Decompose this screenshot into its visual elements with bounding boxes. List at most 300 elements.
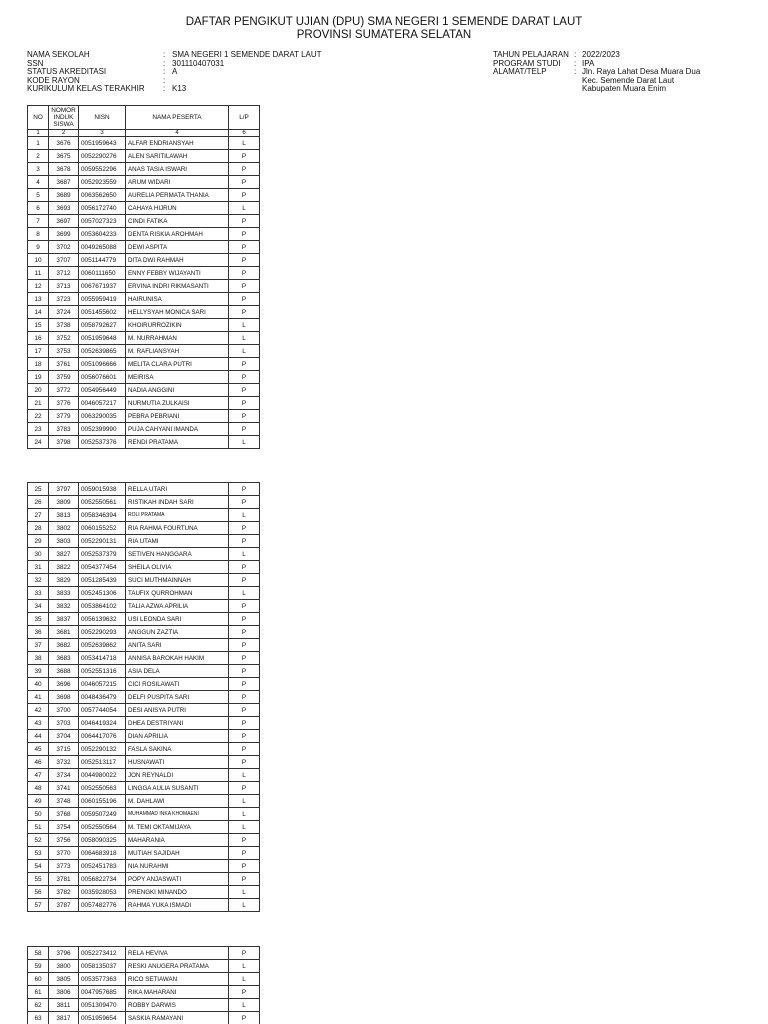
cell-nisn: 0058090325 bbox=[79, 834, 126, 847]
table-row bbox=[28, 332, 260, 345]
cell-lp: L bbox=[229, 769, 260, 782]
cell-nisn: 0052290132 bbox=[79, 743, 126, 756]
table-row bbox=[28, 436, 260, 449]
cell-no: 35 bbox=[28, 613, 49, 626]
cell-lp: L bbox=[229, 509, 260, 522]
table-row bbox=[28, 137, 260, 150]
cell-nis: 3732 bbox=[49, 756, 79, 769]
table-row bbox=[28, 652, 260, 665]
cell-lp: P bbox=[229, 267, 260, 280]
cell-nisn: 0051959643 bbox=[79, 137, 126, 150]
column-number: 2 bbox=[49, 130, 79, 137]
address-line: Kec. Semende Darat Laut bbox=[582, 75, 675, 85]
cell-lp: L bbox=[229, 137, 260, 150]
cell-nis: 3761 bbox=[49, 358, 79, 371]
table-row bbox=[28, 860, 260, 873]
table-row bbox=[28, 397, 260, 410]
cell-nisn: 0052639862 bbox=[79, 639, 126, 652]
cell-nis: 3696 bbox=[49, 678, 79, 691]
table-row bbox=[28, 782, 260, 795]
cell-nisn: 0059552296 bbox=[79, 163, 126, 176]
cell-lp: P bbox=[229, 254, 260, 267]
cell-no: 24 bbox=[28, 436, 49, 449]
table-row bbox=[28, 587, 260, 600]
address-line: Kabupaten Muara Enim bbox=[582, 84, 667, 94]
cell-no: 38 bbox=[28, 652, 49, 665]
cell-lp: P bbox=[229, 717, 260, 730]
cell-nisn: 0046057217 bbox=[79, 397, 126, 410]
cell-nis: 3817 bbox=[49, 1012, 79, 1024]
cell-lp: L bbox=[229, 345, 260, 358]
cell-lp: P bbox=[229, 730, 260, 743]
cell-nisn: 0063290035 bbox=[79, 410, 126, 423]
cell-nama: ASIA DELA bbox=[126, 665, 229, 678]
cell-no: 50 bbox=[28, 808, 49, 821]
cell-nisn: 0047957685 bbox=[79, 986, 126, 999]
cell-lp: L bbox=[229, 587, 260, 600]
info-value: A bbox=[172, 67, 178, 77]
address-line: Jln. Raya Lahat Desa Muara Dua bbox=[582, 67, 701, 77]
info-value: SMA NEGERI 1 SEMENDE DARAT LAUT bbox=[172, 50, 322, 59]
cell-nis: 3772 bbox=[49, 384, 79, 397]
cell-no: 10 bbox=[28, 254, 49, 267]
info-label: STATUS AKREDITASI bbox=[27, 67, 107, 77]
cell-nama: MUHAMMAD INKA KHOMAENI bbox=[126, 808, 229, 821]
cell-nisn: 0060155196 bbox=[79, 795, 126, 808]
cell-nisn: 0049265088 bbox=[79, 241, 126, 254]
cell-nisn: 0056172740 bbox=[79, 202, 126, 215]
cell-lp: L bbox=[229, 960, 260, 973]
cell-no: 27 bbox=[28, 509, 49, 522]
cell-nama: FASLA SAKINA bbox=[126, 743, 229, 756]
table-row bbox=[28, 665, 260, 678]
table-row bbox=[28, 769, 260, 782]
cell-nisn: 0059015938 bbox=[79, 483, 126, 496]
cell-nama: DITA DWI RAHMAH bbox=[126, 254, 229, 267]
cell-no: 3 bbox=[28, 163, 49, 176]
cell-lp: P bbox=[229, 306, 260, 319]
participants-table-page-1 bbox=[27, 105, 260, 449]
table-row bbox=[28, 509, 260, 522]
cell-nis: 3776 bbox=[49, 397, 79, 410]
cell-nis: 3798 bbox=[49, 436, 79, 449]
cell-nis: 3699 bbox=[49, 228, 79, 241]
table-row bbox=[28, 496, 260, 509]
cell-no: 22 bbox=[28, 410, 49, 423]
cell-no: 17 bbox=[28, 345, 49, 358]
cell-nisn: 0052537379 bbox=[79, 548, 126, 561]
cell-nama: DEWI ASPITA bbox=[126, 241, 229, 254]
table-row bbox=[28, 821, 260, 834]
cell-nis: 3688 bbox=[49, 665, 79, 678]
cell-lp: L bbox=[229, 899, 260, 912]
cell-lp: P bbox=[229, 496, 260, 509]
cell-nisn: 0052290293 bbox=[79, 626, 126, 639]
cell-nama: POPY ANJASWATI bbox=[126, 873, 229, 886]
table-row bbox=[28, 483, 260, 496]
cell-lp: P bbox=[229, 189, 260, 202]
cell-nisn: 0057482776 bbox=[79, 899, 126, 912]
cell-lp: P bbox=[229, 358, 260, 371]
cell-no: 11 bbox=[28, 267, 49, 280]
cell-nis: 3759 bbox=[49, 371, 79, 384]
cell-lp: P bbox=[229, 947, 260, 960]
cell-no: 46 bbox=[28, 756, 49, 769]
cell-nisn: 0051285439 bbox=[79, 574, 126, 587]
header-no: NO bbox=[28, 106, 49, 130]
table-row bbox=[28, 410, 260, 423]
cell-nisn: 0063562650 bbox=[79, 189, 126, 202]
cell-no: 43 bbox=[28, 717, 49, 730]
cell-lp: P bbox=[229, 1012, 260, 1024]
cell-nisn: 0052451783 bbox=[79, 860, 126, 873]
cell-nis: 3678 bbox=[49, 163, 79, 176]
cell-lp: L bbox=[229, 973, 260, 986]
cell-nisn: 0052537376 bbox=[79, 436, 126, 449]
cell-nama: ANAS TASIA ISWARI bbox=[126, 163, 229, 176]
cell-lp: P bbox=[229, 280, 260, 293]
cell-nama: M. TEMI OKTAMIJAYA bbox=[126, 821, 229, 834]
cell-no: 56 bbox=[28, 886, 49, 899]
cell-nis: 3713 bbox=[49, 280, 79, 293]
cell-nama: TALIA AZWA APRILIA bbox=[126, 600, 229, 613]
cell-nisn: 0052273412 bbox=[79, 947, 126, 960]
info-separator: : bbox=[574, 58, 577, 68]
table-row bbox=[28, 756, 260, 769]
cell-nisn: 0058135037 bbox=[79, 960, 126, 973]
cell-nisn: 0054956449 bbox=[79, 384, 126, 397]
cell-nama: ROBBY DARWIS bbox=[126, 999, 229, 1012]
cell-no: 44 bbox=[28, 730, 49, 743]
cell-lp: P bbox=[229, 652, 260, 665]
cell-nis: 3753 bbox=[49, 345, 79, 358]
cell-no: 52 bbox=[28, 834, 49, 847]
cell-nama: SUCI MUTHMAINNAH bbox=[126, 574, 229, 587]
cell-nisn: 0060155252 bbox=[79, 522, 126, 535]
table-row bbox=[28, 241, 260, 254]
cell-lp: L bbox=[229, 999, 260, 1012]
info-separator: : bbox=[163, 84, 166, 94]
cell-nama: NADIA ANGGINI bbox=[126, 384, 229, 397]
cell-no: 13 bbox=[28, 293, 49, 306]
cell-nis: 3707 bbox=[49, 254, 79, 267]
cell-nama: SASKIA RAMAYANI bbox=[126, 1012, 229, 1024]
cell-nisn: 0057027323 bbox=[79, 215, 126, 228]
cell-no: 7 bbox=[28, 215, 49, 228]
cell-no: 54 bbox=[28, 860, 49, 873]
cell-lp: P bbox=[229, 410, 260, 423]
cell-no: 60 bbox=[28, 973, 49, 986]
info-separator: : bbox=[574, 50, 577, 59]
cell-nis: 3829 bbox=[49, 574, 79, 587]
info-value: 301110407031 bbox=[172, 58, 225, 68]
cell-lp: P bbox=[229, 228, 260, 241]
cell-no: 47 bbox=[28, 769, 49, 782]
cell-nis: 3797 bbox=[49, 483, 79, 496]
cell-no: 26 bbox=[28, 496, 49, 509]
cell-nama: MEIRISA bbox=[126, 371, 229, 384]
cell-nisn: 0052290276 bbox=[79, 150, 126, 163]
cell-lp: P bbox=[229, 691, 260, 704]
cell-lp: P bbox=[229, 163, 260, 176]
cell-lp: P bbox=[229, 293, 260, 306]
cell-nama: M. NURRAHMAN bbox=[126, 332, 229, 345]
cell-nis: 3703 bbox=[49, 717, 79, 730]
cell-lp: P bbox=[229, 397, 260, 410]
cell-nama: PRENGKI MINANDO bbox=[126, 886, 229, 899]
cell-nama: RAHMA YUKA ISMADI bbox=[126, 899, 229, 912]
cell-nis: 3697 bbox=[49, 215, 79, 228]
table-row bbox=[28, 267, 260, 280]
cell-nisn: 0059507249 bbox=[79, 808, 126, 821]
table-row bbox=[28, 384, 260, 397]
cell-nis: 3689 bbox=[49, 189, 79, 202]
table-header-row bbox=[28, 106, 260, 130]
cell-nis: 3813 bbox=[49, 509, 79, 522]
table-row bbox=[28, 574, 260, 587]
column-number-row bbox=[28, 130, 260, 137]
info-separator: : bbox=[163, 58, 166, 68]
cell-nisn: 0060111650 bbox=[79, 267, 126, 280]
cell-nis: 3741 bbox=[49, 782, 79, 795]
cell-no: 31 bbox=[28, 561, 49, 574]
table-row bbox=[28, 535, 260, 548]
cell-lp: L bbox=[229, 548, 260, 561]
cell-nisn: 0051959648 bbox=[79, 332, 126, 345]
cell-nisn: 0067671937 bbox=[79, 280, 126, 293]
cell-no: 28 bbox=[28, 522, 49, 535]
table-row bbox=[28, 202, 260, 215]
cell-nama: NURMUTIA ZULKAISI bbox=[126, 397, 229, 410]
address-value bbox=[582, 68, 700, 94]
cell-lp: P bbox=[229, 665, 260, 678]
header-nomor-induk: NOMOR INDUK SISWA bbox=[49, 106, 79, 130]
cell-no: 40 bbox=[28, 678, 49, 691]
cell-nama: HAIRUNISA bbox=[126, 293, 229, 306]
info-label: ALAMAT/TELP bbox=[493, 67, 547, 77]
cell-nisn: 0056076601 bbox=[79, 371, 126, 384]
cell-lp: L bbox=[229, 332, 260, 345]
cell-nama: MELITA CLARA PUTRI bbox=[126, 358, 229, 371]
table-row bbox=[28, 215, 260, 228]
cell-nis: 3748 bbox=[49, 795, 79, 808]
cell-lp: P bbox=[229, 626, 260, 639]
cell-nis: 3687 bbox=[49, 176, 79, 189]
cell-nisn: 0054377454 bbox=[79, 561, 126, 574]
cell-nis: 3704 bbox=[49, 730, 79, 743]
cell-no: 19 bbox=[28, 371, 49, 384]
table-row bbox=[28, 678, 260, 691]
cell-nisn: 0055959419 bbox=[79, 293, 126, 306]
cell-lp: P bbox=[229, 384, 260, 397]
document-subtitle: PROVINSI SUMATERA SELATAN bbox=[296, 29, 472, 41]
cell-nis: 3770 bbox=[49, 847, 79, 860]
cell-nis: 3782 bbox=[49, 886, 79, 899]
cell-nis: 3783 bbox=[49, 423, 79, 436]
cell-nama: SETIVEN HANGGARA bbox=[126, 548, 229, 561]
cell-nis: 3681 bbox=[49, 626, 79, 639]
cell-no: 15 bbox=[28, 319, 49, 332]
cell-nisn: 0057744054 bbox=[79, 704, 126, 717]
cell-nama: USI LEONDA SARI bbox=[126, 613, 229, 626]
info-label: TAHUN PELAJARAN bbox=[493, 50, 569, 59]
cell-no: 55 bbox=[28, 873, 49, 886]
table-row bbox=[28, 600, 260, 613]
info-separator: : bbox=[163, 50, 166, 59]
cell-nama: DENTA RISKIA AROHMAH bbox=[126, 228, 229, 241]
cell-lp: L bbox=[229, 808, 260, 821]
cell-no: 39 bbox=[28, 665, 49, 678]
cell-no: 59 bbox=[28, 960, 49, 973]
cell-nama: ANGGUN ZAZTIA bbox=[126, 626, 229, 639]
table-row bbox=[28, 834, 260, 847]
cell-nis: 3800 bbox=[49, 960, 79, 973]
table-row bbox=[28, 808, 260, 821]
cell-nisn: 0052551316 bbox=[79, 665, 126, 678]
cell-nis: 3715 bbox=[49, 743, 79, 756]
cell-lp: P bbox=[229, 613, 260, 626]
cell-nama: KHOIRURROZIKIN bbox=[126, 319, 229, 332]
info-separator: : bbox=[574, 67, 577, 77]
column-number: 4 bbox=[126, 130, 229, 137]
cell-lp: P bbox=[229, 704, 260, 717]
info-label: KURIKULUM KELAS TERAKHIR bbox=[27, 84, 145, 94]
cell-nama: ALFAR ENDRIANSYAH bbox=[126, 137, 229, 150]
table-row bbox=[28, 973, 260, 986]
cell-lp: L bbox=[229, 821, 260, 834]
cell-nama: PEBRA PEBRIANI bbox=[126, 410, 229, 423]
cell-nama: SHEILA OLIVIA bbox=[126, 561, 229, 574]
table-row bbox=[28, 717, 260, 730]
cell-lp: P bbox=[229, 150, 260, 163]
cell-no: 1 bbox=[28, 137, 49, 150]
cell-lp: P bbox=[229, 522, 260, 535]
cell-nama: PUJA CAHYANI IMANDA bbox=[126, 423, 229, 436]
cell-no: 42 bbox=[28, 704, 49, 717]
cell-no: 30 bbox=[28, 548, 49, 561]
cell-nama: RENDI PRATAMA bbox=[126, 436, 229, 449]
academic-info bbox=[493, 51, 700, 94]
cell-lp: P bbox=[229, 639, 260, 652]
cell-nama: RICO SETIAWAN bbox=[126, 973, 229, 986]
cell-no: 48 bbox=[28, 782, 49, 795]
column-number: 6 bbox=[229, 130, 260, 137]
cell-no: 2 bbox=[28, 150, 49, 163]
table-body bbox=[28, 947, 260, 1024]
cell-nis: 3781 bbox=[49, 873, 79, 886]
cell-nisn: 0052639865 bbox=[79, 345, 126, 358]
cell-lp: P bbox=[229, 847, 260, 860]
table-row bbox=[28, 345, 260, 358]
cell-lp: P bbox=[229, 176, 260, 189]
table-row bbox=[28, 795, 260, 808]
cell-lp: P bbox=[229, 743, 260, 756]
table-row bbox=[28, 228, 260, 241]
cell-no: 32 bbox=[28, 574, 49, 587]
cell-nis: 3806 bbox=[49, 986, 79, 999]
table-row bbox=[28, 743, 260, 756]
cell-nisn: 0048436479 bbox=[79, 691, 126, 704]
cell-nama: RELA HEVIVA bbox=[126, 947, 229, 960]
cell-nama: ERVINA INDRI RIKMASANTI bbox=[126, 280, 229, 293]
cell-nama: MAHARANIA bbox=[126, 834, 229, 847]
cell-no: 6 bbox=[28, 202, 49, 215]
cell-nis: 3833 bbox=[49, 587, 79, 600]
cell-lp: P bbox=[229, 561, 260, 574]
cell-nama: HELLYSYAH MONICA SARI bbox=[126, 306, 229, 319]
cell-lp: P bbox=[229, 535, 260, 548]
cell-no: 5 bbox=[28, 189, 49, 202]
header-nama: NAMA PESERTA bbox=[126, 106, 229, 130]
cell-nisn: 0052513117 bbox=[79, 756, 126, 769]
cell-nama: ARUM WIDARI bbox=[126, 176, 229, 189]
column-number: 3 bbox=[79, 130, 126, 137]
cell-nis: 3827 bbox=[49, 548, 79, 561]
cell-no: 49 bbox=[28, 795, 49, 808]
cell-nisn: 0058346394 bbox=[79, 509, 126, 522]
cell-nis: 3693 bbox=[49, 202, 79, 215]
table-row bbox=[28, 639, 260, 652]
table-row bbox=[28, 899, 260, 912]
cell-no: 25 bbox=[28, 483, 49, 496]
cell-lp: P bbox=[229, 860, 260, 873]
table-row bbox=[28, 847, 260, 860]
cell-no: 21 bbox=[28, 397, 49, 410]
cell-no: 23 bbox=[28, 423, 49, 436]
document-title: DAFTAR PENGIKUT UJIAN (DPU) SMA NEGERI 1 SEMENDE DARAT LAUT bbox=[185, 16, 583, 28]
table-row bbox=[28, 423, 260, 436]
cell-no: 58 bbox=[28, 947, 49, 960]
cell-nis: 3738 bbox=[49, 319, 79, 332]
cell-nis: 3796 bbox=[49, 947, 79, 960]
cell-nisn: 0051144779 bbox=[79, 254, 126, 267]
cell-no: 37 bbox=[28, 639, 49, 652]
table-row bbox=[28, 163, 260, 176]
table-row bbox=[28, 947, 260, 960]
cell-no: 16 bbox=[28, 332, 49, 345]
cell-no: 29 bbox=[28, 535, 49, 548]
cell-nama: MUTIAH SAJIDAH bbox=[126, 847, 229, 860]
cell-nis: 3832 bbox=[49, 600, 79, 613]
table-row bbox=[28, 691, 260, 704]
participants-table-page-3 bbox=[27, 946, 260, 1024]
cell-no: 57 bbox=[28, 899, 49, 912]
cell-nis: 3803 bbox=[49, 535, 79, 548]
address-row bbox=[493, 68, 700, 94]
table-row bbox=[28, 254, 260, 267]
cell-nisn: 0044980022 bbox=[79, 769, 126, 782]
info-label: PROGRAM STUDI bbox=[493, 58, 561, 68]
cell-nisn: 0051959654 bbox=[79, 1012, 126, 1024]
cell-nis: 3822 bbox=[49, 561, 79, 574]
cell-nisn: 0053577363 bbox=[79, 973, 126, 986]
header-nisn: NISN bbox=[79, 106, 126, 130]
cell-nis: 3723 bbox=[49, 293, 79, 306]
table-row bbox=[28, 176, 260, 189]
table-row bbox=[28, 280, 260, 293]
cell-nisn: 0053414718 bbox=[79, 652, 126, 665]
participants-table-page-2 bbox=[27, 482, 260, 912]
info-separator: : bbox=[163, 75, 166, 85]
cell-no: 12 bbox=[28, 280, 49, 293]
table-row bbox=[28, 873, 260, 886]
cell-nis: 3773 bbox=[49, 860, 79, 873]
cell-nisn: 0056822734 bbox=[79, 873, 126, 886]
cell-no: 18 bbox=[28, 358, 49, 371]
info-value: 2022/2023 bbox=[582, 50, 620, 59]
cell-nama: JON REYNALDI bbox=[126, 769, 229, 782]
table-body bbox=[28, 137, 260, 449]
